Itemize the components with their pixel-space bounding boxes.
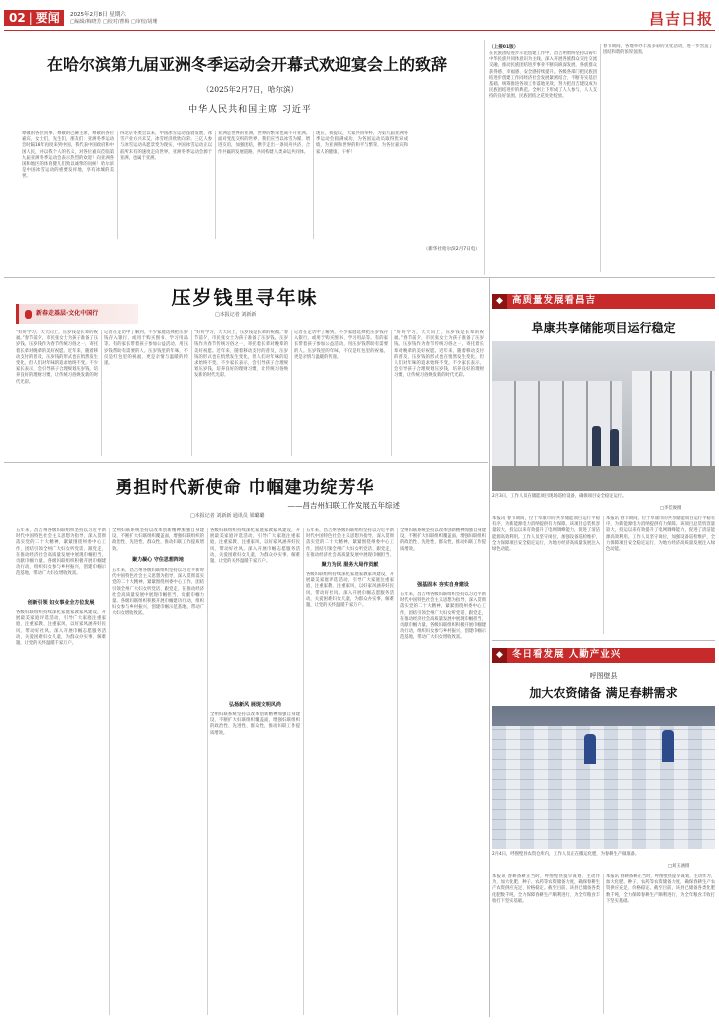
feature2-col4-text-b: 各级妇联组织持续深化家庭家教家风建设，开展最美家庭评选活动，引导广大家庭注重家庭、注重家教、注重家风，以好家风涵养好民风、带动好社风。深入开展巾帼志愿服务活动，关爱困难妇女儿童，为群众办实事、解难题，让党的关怀温暖千家万户。	[306, 572, 394, 609]
feature2-title: 勇担时代新使命 巾帼建功绽芳华	[115, 478, 375, 498]
worker-figure	[584, 734, 596, 764]
news1-title: 阜康共享储能项目运行稳定	[531, 321, 676, 335]
feature2-col3-text-b: 全州妇联系统坚持以改革创新精神加强自身建设，不断扩大妇联组织覆盖面，增强妇联组织的政治性、先进性、群众性，推动妇联工作提质增效。	[210, 712, 300, 736]
feature2-subhead-4: 聚力为民 服务大局作贡献	[321, 562, 379, 568]
worker-figure	[610, 429, 619, 469]
column-tag-text: 新春走基层·文化中国行	[36, 310, 99, 318]
feature1-col-3: “好好学习，天天向上，压岁钱是长辈的祝福。”春节前夕，市民张女士为孩子准备了压岁钱。压岁钱作为春节传统习俗之一，寄托着长辈对晚辈的美好祝愿。近年来，随着移动支付的普及，压岁钱的形式也在悄然发生变化，但人们对年味的追求始终不变。不少家长表示，会引导孩子合理规划压岁钱，培养良好的理财习惯，让传统习俗焕发新的时代光彩。	[194, 330, 288, 379]
news2-section-bar	[492, 648, 715, 663]
feature2-subhead-3: 弘扬新风 展现文明风尚	[229, 702, 281, 708]
feature2-subhead-1: 创新引领 妇女事业全方位发展	[27, 600, 95, 606]
feature2-col4-text-a: 五年来，昌吉州各级妇联组织坚持以习近平新时代中国特色社会主义思想为指导，深入贯彻落实党的二十大精神，紧紧围绕州委中心工作，团结引领全州广大妇女听党话、跟党走，在推动经济社会高质量发展中展现巾帼担当，	[306, 528, 394, 558]
feature2-col2-text-a: 全州妇联系统坚持以改革创新精神加强自身建设，不断扩大妇联组织覆盖面，增强妇联组织的政治性、先进性、群众性，推动妇联工作提质增效。	[112, 528, 204, 552]
right-col-dateline: （上接01版）	[489, 45, 519, 50]
speech-col-1: 尊敬的各位同事，尊敬的巴赫主席，尊敬的各位嘉宾，女士们，先生们，朋友们：亚洲冬季运动会时隔18年再度来到中国。我代表中国政府和中国人民，并以我个人的名义，对各位嘉宾莅临第九届亚洲冬季运动会表示热烈的欢迎！向亚洲各国和地区的体育健儿们致以诚挚的问候！哈尔滨是中国冰雪运动的重要发祥地，享有冰城的美誉。	[22, 131, 114, 180]
editor-credits: □编辑/梅晓芳 □校对/曹梅 □审校/胡珊	[70, 19, 158, 25]
news1-photo	[492, 341, 715, 491]
worker-figure	[592, 426, 601, 468]
feature2-col5-text-b: 五年来，昌吉州各级妇联组织坚持以习近平新时代中国特色社会主义思想为指导，深入贯彻落实党的二十大精神，紧紧围绕州委中心工作，团结引领全州广大妇女听党话、跟党走，在推动经济社会高质量发展中展现巾帼担当，贡献巾帼力量。各级妇联组织积极开展巾帼建功行动，组织妇女参与乡村振兴，创建巾帼示范基地，带动广大妇女增收致富。	[400, 592, 486, 641]
page-number-badge: 02 | 要闻	[4, 10, 64, 26]
feature2-col3-text-a: 各级妇联组织持续深化家庭家教家风建设，开展最美家庭评选活动，引导广大家庭注重家庭、注重家教、注重家风，以好家风涵养好民风、带动好社风。深入开展巾帼志愿服务活动，关爱困难妇女儿童，为群众办实事、解难题，让党的关怀温暖千家万户。	[210, 528, 300, 565]
section-name: 要闻	[35, 10, 60, 25]
issue-date: 2025年2月8日 星期六	[70, 12, 126, 18]
storage-cabinet-row	[632, 371, 715, 466]
news1-col-1: 本报讯 春节期间，位于阜康市的共享储能项目运行平稳有序，为新能源电力消纳提供有力保障。该项目总装机容量较大，投运以来有效提升了电网调峰能力，促进了清洁能源高效利用。工作人员坚守岗位，加强设备巡检维护，全力保障项目安全稳定运行，为地方经济高质量发展注入绿色动能。	[492, 516, 600, 553]
column-tag-banner	[16, 304, 138, 324]
section-badge-icon: ◆	[492, 294, 507, 309]
news1-col-2: 本报讯 春节期间，位于阜康市的共享储能项目运行平稳有序，为新能源电力消纳提供有力保障。该项目总装机容量较大，投运以来有效提升了电网调峰能力，促进了清洁能源高效利用。工作人员坚守岗位，加强设备巡检维护，全力保障项目安全稳定运行，为地方经济高质量发展注入绿色动能。	[606, 516, 715, 553]
speech-author: 中华人民共和国主席 习近平	[188, 105, 312, 115]
speech-dateline: （2025年2月7日，哈尔滨）	[201, 85, 299, 94]
feature2-col2-text-b: 五年来，昌吉州各级妇联组织坚持以习近平新时代中国特色社会主义思想为指导，深入贯彻落实党的二十大精神，紧紧围绕州委中心工作，团结引领全州广大妇女听党话、跟党走，在推动经济社会高质量发展中展现巾帼担当，贡献巾帼力量。各级妇联组织积极开展巾帼建功行动，组织妇女参与乡村振兴，创建巾帼示范基地，带动广大妇女增收致富。	[112, 568, 204, 617]
news1-photo-credit: □李佳俊摄	[660, 506, 682, 511]
feature1-col-2: 记者在走访中了解到，不少家庭选择把压岁钱存入银行，或用于购买图书、学习用品等。有的家长带着孩子参加公益活动，用压岁钱帮助有需要的人。压岁钱里的年味，不仅是红包里的祝福，更是亲情与温暖的传递。	[104, 330, 188, 367]
news1-section-bar	[492, 294, 715, 309]
section-badge-icon: ◆	[492, 648, 507, 663]
feature2-col1-text-a: 五年来，昌吉州各级妇联组织坚持以习近平新时代中国特色社会主义思想为指导，深入贯彻落实党的二十大精神，紧紧围绕州委中心工作，团结引领全州广大妇女听党话、跟党走，在推动经济社会高质量发展中展现巾帼担当，贡献巾帼力量。各级妇联组织积极开展巾帼建功行动，组织妇女参与乡村振兴，创建巾帼示范基地，带动广大妇女增收致富。	[16, 528, 106, 577]
ground	[492, 466, 715, 491]
news2-caption: 2月4日，呼图壁县农资仓库内，工作人员正在搬运化肥，为春耕生产做准备。	[492, 852, 640, 857]
worker-figure	[662, 730, 674, 762]
fertilizer-sacks-shadow	[492, 726, 715, 849]
news2-title: 加大农资储备 满足春耕需求	[529, 686, 678, 700]
feature1-col-5: “好好学习，天天向上，压岁钱是长辈的祝福。”春节前夕，市民张女士为孩子准备了压岁钱。压岁钱作为春节传统习俗之一，寄托着长辈对晚辈的美好祝愿。近年来，随着移动支付的普及，压岁钱的形式也在悄然发生变化，但人们对年味的追求始终不变。不少家长表示，会引导孩子合理规划压岁钱，培养良好的理财习惯，让传统习俗焕发新的时代光彩。	[394, 330, 484, 379]
feature2-subtitle: ——昌吉州妇联工作发展五年综述	[287, 501, 400, 510]
news2-photo-credit: □刘玉涵摄	[668, 864, 690, 869]
speech-credit: （新华社哈尔滨2月7日电）	[423, 247, 480, 252]
news2-location: 呼图壁县	[589, 672, 618, 680]
news2-col-2: 本报讯 春耕备耕正当时，呼图壁县提早谋划、主动作为，加大化肥、种子、农药等农资储备力度，确保春耕生产农资供应充足、价格稳定。截至目前，该县已储备各类化肥数千吨，全力保障春耕生产顺利进行，为全年粮食丰收打下坚实基础。	[606, 874, 715, 904]
feature1-byline: □本报记者 刘新新	[215, 312, 257, 318]
feature1-title: 压岁钱里寻年味	[171, 287, 319, 309]
page-number: 02	[9, 10, 26, 25]
right-col-text-2: 春节期间，各地举办丰富多彩的文化活动，进一步营造了团结和谐的浓厚氛围。	[603, 44, 713, 56]
speech-col-2: 得北京冬奥会以来，中国冰雪运动蓬勃发展，冰雪产业方兴未艾，冰雪经济欣欣向荣。三亿人参与冰雪运动从愿景变为现实，中国冰雪运动正以前所未有的速度走向世界。亚洲冬季运动会源于亚洲，也属于亚洲。	[120, 131, 212, 161]
feature1-col-1: “好好学习，天天向上，压岁钱是长辈的祝福。”春节前夕，市民张女士为孩子准备了压岁钱。压岁钱作为春节传统习俗之一，寄托着长辈对晚辈的美好祝愿。近年来，随着移动支付的普及，压岁钱的形式也在悄然发生变化，但人们对年味的追求始终不变。不少家长表示，会引导孩子合理规划压岁钱，培养良好的理财习惯，让传统习俗焕发新的时代光彩。	[16, 330, 98, 385]
speech-col-3: 亚洲是世界的亚洲，世界的繁荣也离不开亚洲。面对变乱交织的世界，我们应当以冰雪为媒，增进友谊，加强团结，携手走出一条同舟共济、合作共赢的发展道路，共同构建人类命运共同体。	[218, 131, 310, 155]
page-header	[4, 8, 715, 30]
news2-col-1: 本报讯 春耕备耕正当时，呼图壁县提早谋划、主动作为，加大化肥、种子、农药等农资储备力度，确保春耕生产农资供应充足、价格稳定。截至目前，该县已储备各类化肥数千吨，全力保障春耕生产顺利进行，为全年粮食丰收打下坚实基础。	[492, 874, 600, 904]
feature2-byline: □本报记者 刘新新 通讯员 梁璐璐	[190, 513, 265, 519]
feature2-subhead-2: 聚力凝心 守住思想阵地	[132, 557, 184, 563]
lantern-icon	[25, 310, 32, 319]
right-col-text-1: 在民族团结进步示范创建工作中，昌吉州始终坚持以铸牢中华民族共同体意识为主线，深入开展各族群众交往交流交融，推动民族团结进步事业不断向纵深发展，各族群众获得感、幸福感、安全感持续提升。各级各部门把民族团结进步创建工作同经济社会发展紧密结合，不断夯实基层基础，统筹推进各项工作落地见效，努力把昌吉建设成为民族团结进步的典范。全州上下形成了人人参与、人人支持的良好氛围，民族团结之花处处绽放。	[489, 51, 597, 100]
storage-cabinet-row	[492, 381, 622, 466]
news2-section-label: 冬日看发展 人勤产业兴	[512, 649, 622, 661]
news1-caption: 2月3日，工作人员在储能项目现场巡检设备，确保项目安全稳定运行。	[492, 494, 627, 499]
feature1-col-4: 记者在走访中了解到，不少家庭选择把压岁钱存入银行，或用于购买图书、学习用品等。有的家长带着孩子参加公益活动，用压岁钱帮助有需要的人。压岁钱里的年味，不仅是红包里的祝福，更是亲情与温暖的传递。	[294, 330, 388, 360]
masthead-logo: 昌吉日报	[648, 10, 713, 28]
speech-col-4: 现在，我提议，大家共同举杯，为第九届亚洲冬季运动会圆满成功，为各国运动员取得优异成绩，为亚洲和世界的和平与繁荣，为各位嘉宾和家人的健康，干杯！	[316, 131, 408, 155]
feature2-col5-text-a: 全州妇联系统坚持以改革创新精神加强自身建设，不断扩大妇联组织覆盖面，增强妇联组织的政治性、先进性、群众性，推动妇联工作提质增效。	[400, 528, 486, 552]
news2-photo	[492, 706, 715, 849]
news1-section-label: 高质量发展看昌吉	[512, 295, 597, 307]
speech-title: 在哈尔滨第九届亚洲冬季运动会开幕式欢迎宴会上的致辞	[46, 55, 447, 74]
feature2-subhead-5: 强基固本 夯实自身建设	[417, 582, 469, 588]
feature2-col1-text-b: 各级妇联组织持续深化家庭家教家风建设，开展最美家庭评选活动，引导广大家庭注重家庭、注重家教、注重家风，以好家风涵养好民风、带动好社风。深入开展巾帼志愿服务活动，关爱困难妇女儿童，为群众办实事、解难题，让党的关怀温暖千家万户。	[16, 610, 106, 647]
